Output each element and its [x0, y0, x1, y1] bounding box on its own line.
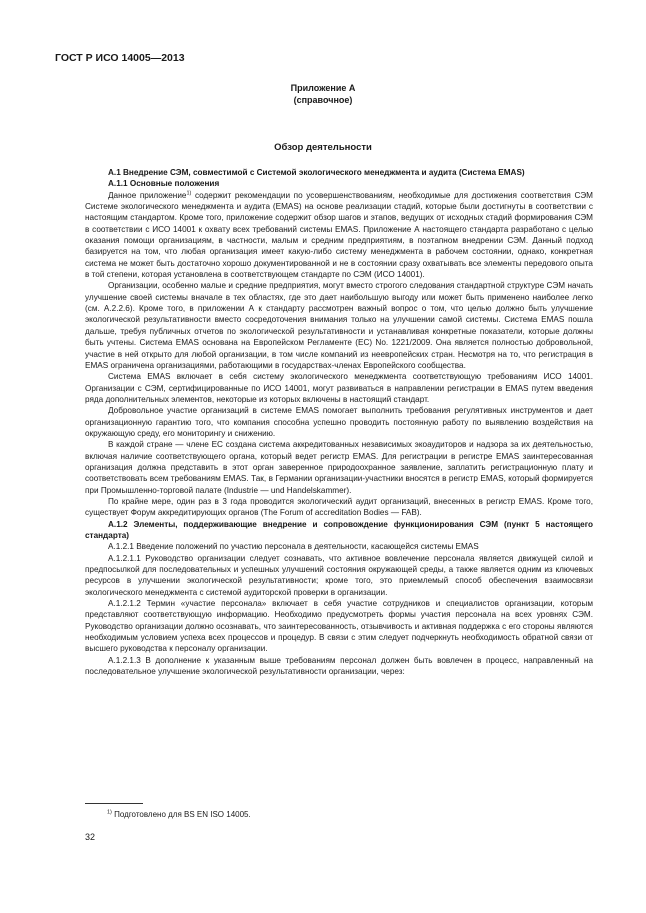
footnote [107, 810, 251, 819]
paragraph: В каждой стране — члене ЕС создана система аккредитованных независимых экоаудиторов и надзора за их деятельностью, включая наличие соответствующего органа, который ведет регистр EMAS. Для регистрации в регистре EMAS заинтересованная организация должна представить в этот орган заверенное природоохранное заявление, заплатить регистрационную плату и соответствовать всем требованиям EMAS. Так, в Германии организации-участники вносятся в регистр EMAS, который формируется при Промышленно-торговой палате (Industrie — und Handelskammer). [85, 440, 593, 495]
footnote-text: Подготовлено для BS EN ISO 14005. [114, 810, 251, 819]
document-header: ГОСТ Р ИСО 14005—2013 [55, 52, 185, 64]
annex-subtitle: (справочное) [293, 95, 353, 105]
annex-title: Приложение А [290, 83, 356, 93]
paragraph: Добровольное участие организаций в системе EMAS помогает выполнить требования регулятивных инструментов и дает организационную гарантию того, что компания способна успешно проводить постоянную работу по выявлению воздействия на окружающую среду, его мониторингу и снижению. [85, 406, 593, 438]
section-title: Обзор деятельности [274, 142, 372, 153]
body-text [85, 167, 593, 677]
paragraph: По крайне мере, один раз в 3 года проводится экологический аудит организаций, внесенных в регистр EMAS. Кроме того, существует Форум аккредитирующих органов (The Forum of accreditation Bodies — FAB). [85, 496, 593, 518]
heading-a11: А.1.1 Основные положения [108, 179, 220, 189]
paragraph: А.1.2.1 Введение положений по участию персонала в деятельности, касающейся системы EMAS [108, 542, 479, 552]
paragraph: А.1.2.1.1 Руководство организации следует сознавать, что активное вовлечение персонала является движущей силой и предпосылкой для последовательных и успешных улучшений состояния окружающей среды, а также является одним из ключевых ресурсов в улучшении экологической результативности; кроме того, это приемлемый способ обеспечения взаимосвязи экологического менеджмента с системой аудиторской проверки в организации. [85, 553, 593, 597]
paragraph: Данное приложение$^{1)}$ содержит рекомендации по усовершенствованиям, необходимые для достижения соответствия СЭМ Системе экологического менеджмента и аудита (EMAS) на основе реализации стадий, которые были достигнуты в соответствии с настоящим стандартом. Кроме того, приложение содержит обзор шагов и этапов, ведущих от исходных стадий формирования СЭМ в соответствии с ИСО 14001 к охвату всех требований системы EMAS. Приложение А настоящего стандарта разработано с целью оказания помощи организациям, в частности, малым и средним предприятиям, в поэтапном внедрении СЭМ. Данный подход базируется на том, что любая организация имеет какую-либо систему менеджмента в рабочем состоянии, однако, конкретная система не может быть достаточно хорошо документированной и не в состоянии сразу охватывать все элементы передового опыта в той степени, которая установлена в соответствующем стандарте по СЭМ (ИСО 14001). [85, 189, 593, 280]
paragraph: Система EMAS включает в себя систему экологического менеджмента соответствующую требованиям ИСО 14001. Организации с СЭМ, сертифицированные по ИСО 14001, могут развиваться в направлении регистрации в EMAS путем введения ряда дополнительных элементов, некоторые из которых включены в настоящий стандарт. [85, 372, 593, 404]
heading-a1: А.1 Внедрение СЭМ, совместимой с Системой экологического менеджмента и аудита (Система EMAS) [108, 168, 525, 177]
footnote-ref: 1) [186, 189, 192, 196]
page-number: 32 [85, 832, 96, 842]
footnote-mark: 1) [107, 809, 112, 816]
paragraph: А.1.2.1.2 Термин «участие персонала» включает в себя участие сотрудников и специалистов организации, которым представляют соответствующую информацию. Необходимо предусмотреть формы участия персонала на всех уровнях СЭМ. Руководство организации должно осознавать, что заинтересованность, отзывчивость и активная поддержка с его стороны являются необходимым условием успеха всех процессов и процедур. В связи с этим следует подчеркнуть необходимость обратной связи от высшего руководства к персоналу организации. [85, 599, 593, 654]
paragraph: А.1.2.1.3 В дополнение к указанным выше требованиям персонал должен быть вовлечен в процесс, направленный на последовательное улучшение экологической результативности организации, через: [85, 655, 593, 677]
footnote-divider [85, 803, 143, 804]
paragraph: Организации, особенно малые и средние предприятия, могут вместо строгого следования стандартной структуре СЭМ начать улучшение своей системы вначале в тех областях, где это дает наибольшую выгоду или может быть применено наиболее легко (см. А.2.2.6). Кроме того, в приложении А к стандарту рассмотрен важный вопрос о том, что целью должно быть улучшение экологической результативности вместо сосредоточения внимания только на улучшении самой системы. Система EMAS пошла дальше, требуя публичных отчетов по экологической результативности и устанавливая конкретные показатели, которые должны быть учтены. Система EMAS основана на Европейском Регламенте (ЕС) No. 1221/2009. Она является полностью добровольной, участие в ней открыто для любой организации, в том числе компаний из неевропейских стран. Несмотря на то, что регистрация в EMAS ограничена организациями, работающими в государствах-членах Европейского сообщества. [85, 281, 593, 370]
heading-a12: А.1.2 Элементы, поддерживающие внедрение и сопровождение функционирования СЭМ (пункт 5 настоящего стандарта) [85, 519, 593, 540]
